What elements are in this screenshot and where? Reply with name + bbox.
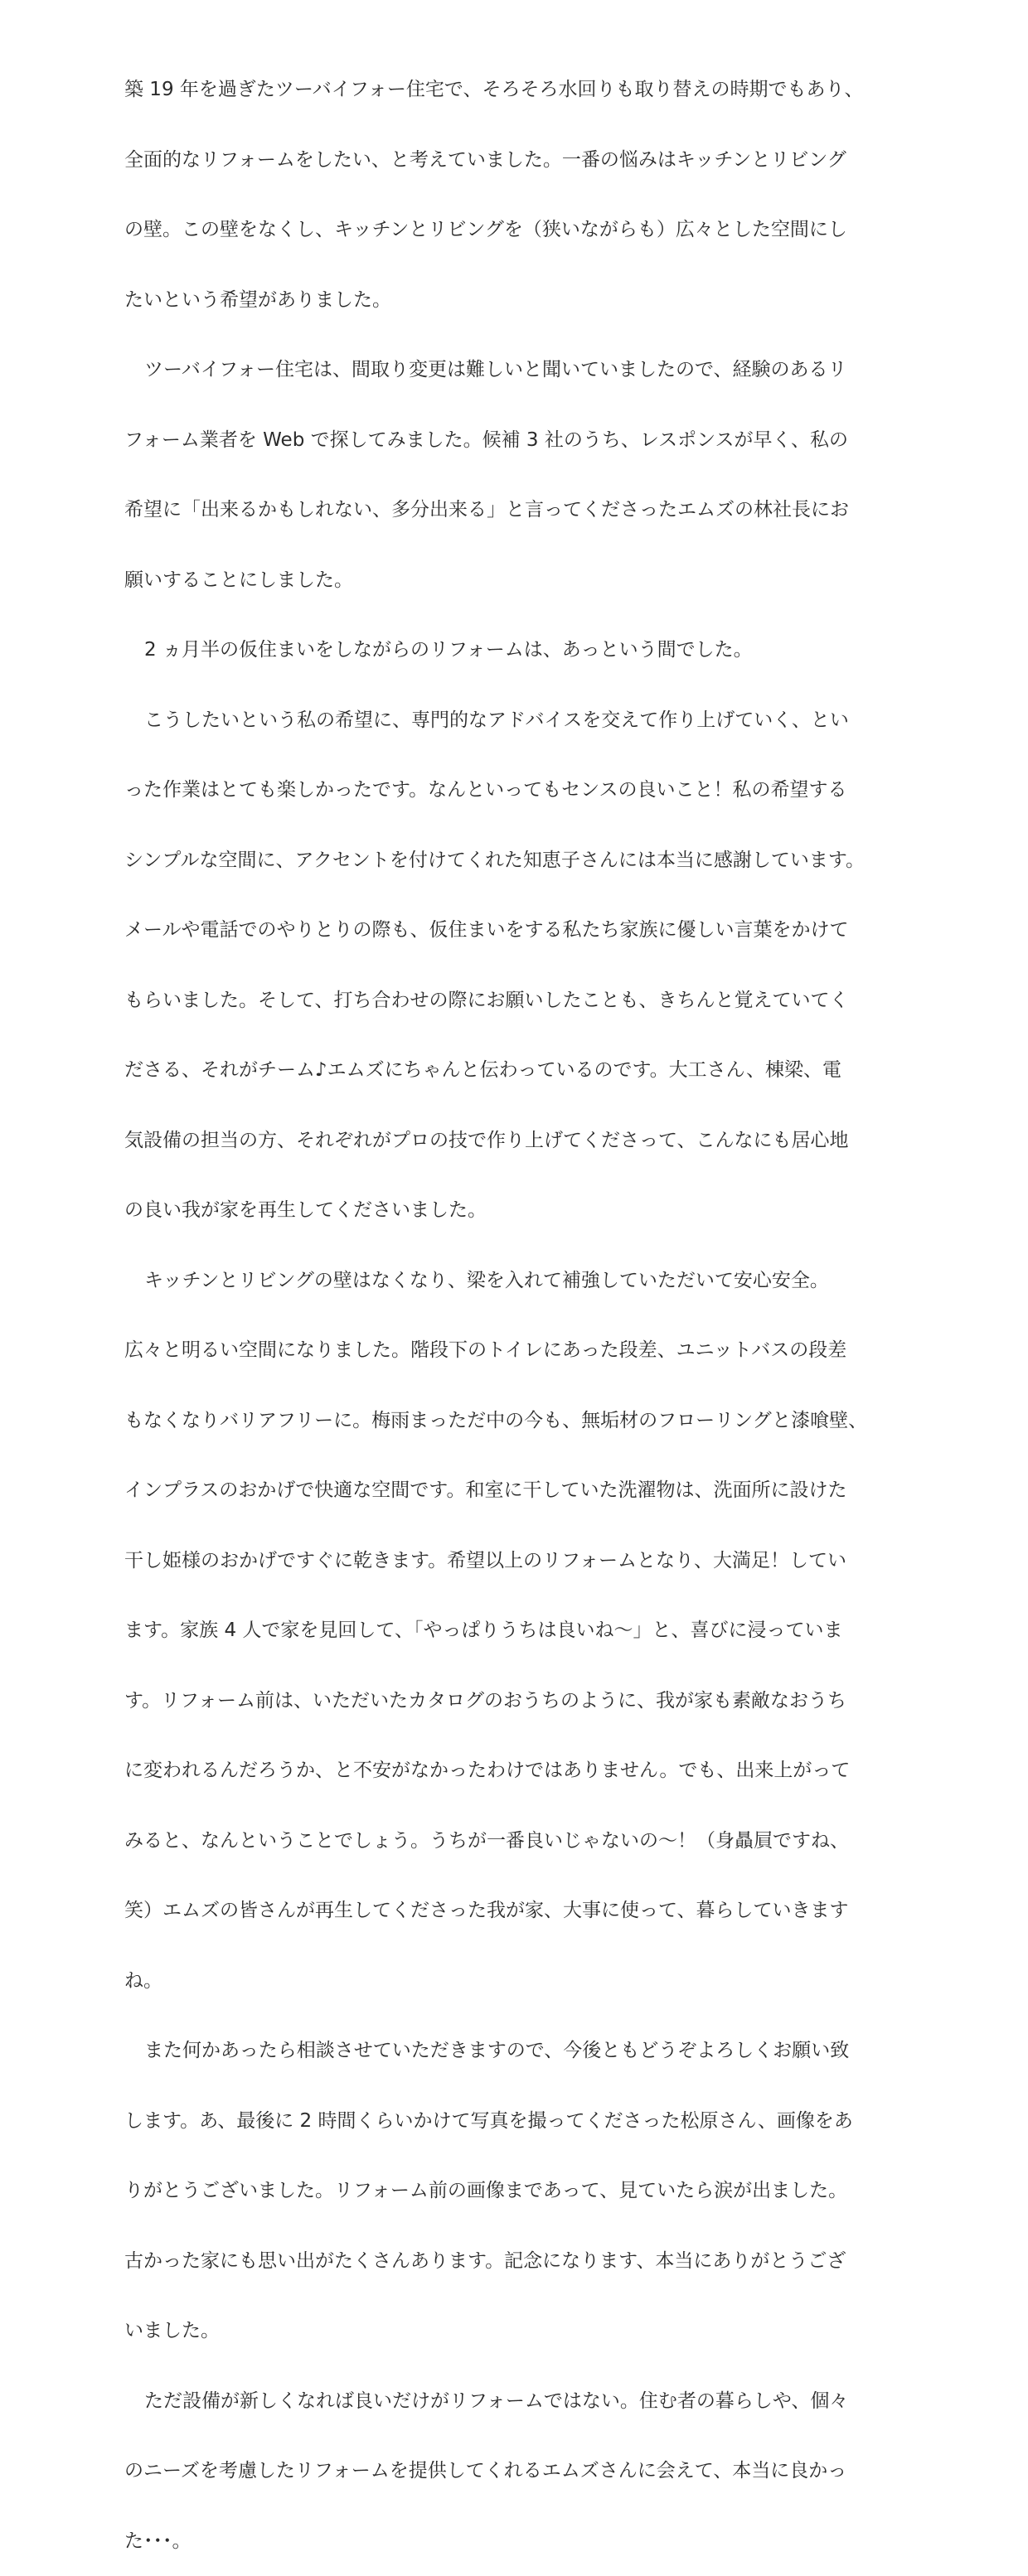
testimonial-document — [124, 55, 920, 2576]
paragraph-intro: 築 19 年を過ぎたツーバイフォー住宅で、そろそろ水回りも取り替えの時期でもあり、 全面的なリフォームをしたい、と考えていました。一番の悩みはキッチンとリビング の壁。この壁をなくし、キッチンとリビングを（狭いながらも）広々とした空間にし たいという希望がありました。 — [124, 55, 920, 335]
paragraph-design-process: こうしたいという私の希望に、専門的なアドバイスを交えて作り上げていく、とい った作業はとても楽しかったです。なんといってもセンスの良いこと！私の希望する シンプルな空間に、アクセントを付けてくれた知恵子さんには本当に感謝しています。 メールや電話でのやりとりの際も、仮住まいをする私たち家族に優しい言葉をかけて もらいました。そして、打ち合わせの際にお願いしたことも、きちんと覚えていてく ださる、それがチーム♪エムズにちゃんと伝わっているのです。大工さん、棟梁、電 気設備の担当の方、それぞれがプロの技で作り上げてくださって、こんなにも居心地 の良い我が家を再生してくださいました。 — [124, 685, 920, 1246]
paragraph-choosing-contractor: ツーバイフォー住宅は、間取り変更は難しいと聞いていましたので、経験のあるリ フォーム業者を Web で探してみました。候補 3 社のうち、レスポンスが早く、私の 希望に「出来るかもしれない、多分出来る」と言ってくださったエムズの林社長にお 願いすることにしました。 — [124, 335, 920, 615]
paragraph-results: キッチンとリビングの壁はなくなり、梁を入れて補強していただいて安心安全。 広々と明るい空間になりました。階段下のトイレにあった段差、ユニットバスの段差 もなくなりバリアフリーに。梅雨まっただ中の今も、無垢材のフローリングと漆喰壁、 インプラスのおかげで快適な空間です。和室に干していた洗濯物は、洗面所に設けた 干し姫様のおかげですぐに乾きます。希望以上のリフォームとなり、大満足！してい ます。家族 4 人で家を見回して、「やっぱりうちは良いね～」と、喜びに浸っていま す。リフォーム前は、いただいたカタログのおうちのように、我が家も素敵なおうち に変われるんだろうか、と不安がなかったわけではありません。でも、出来上がって みると、なんということでしょう。うちが一番良いじゃないの～！（身贔屓ですね、 笑）エムズの皆さんが再生してくださった我が家、大事に使って、暮らしていきます ね。 — [124, 1246, 920, 2017]
paragraph-temporary-housing: 2 ヵ月半の仮住まいをしながらのリフォームは、あっという間でした。 — [124, 615, 920, 685]
paragraph-thanks: また何かあったら相談させていただきますので、今後ともどうぞよろしくお願い致 します。あ、最後に 2 時間くらいかけて写真を撮ってくださった松原さん、画像をあ りがとうございました。リフォーム前の画像まであって、見ていたら涙が出ました。 古かった家にも思い出がたくさんあります。記念になります、本当にありがとうござ いました。 — [124, 2016, 920, 2366]
paragraph-closing: ただ設備が新しくなれば良いだけがリフォームではない。住む者の暮らしや、個々 のニーズを考慮したリフォームを提供してくれるエムズさんに会えて、本当に良かっ た･･･。 — [124, 2366, 920, 2576]
